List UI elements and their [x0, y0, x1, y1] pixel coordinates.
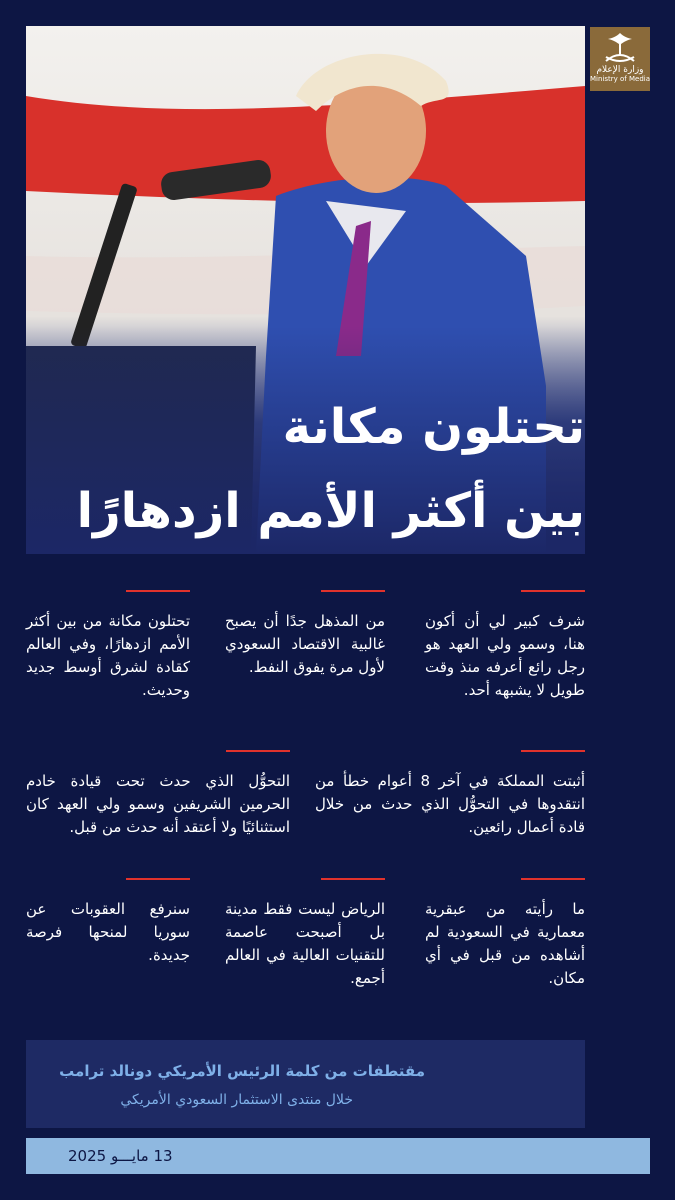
source-subtitle: خلال منتدى الاستثمار السعودي الأمريكي	[120, 1092, 353, 1108]
quote-red-rule	[226, 750, 290, 752]
brand-name-arabic: وزارة الإعلام	[596, 65, 644, 75]
brand-name-english: Ministry of Media	[590, 75, 650, 83]
quote-block	[425, 590, 585, 702]
quote-red-rule	[126, 878, 190, 880]
quote-block	[26, 878, 190, 967]
source-title: مقتطفات من كلمة الرئيس الأمريكي دونالد ترامب	[59, 1062, 425, 1080]
quote-red-rule	[521, 878, 585, 880]
quote-red-rule	[521, 750, 585, 752]
headline-line-2: بين أكثر الأمم ازدهارًا	[76, 483, 585, 539]
quote-text: التحوُّل الذي حدث تحت قيادة خادم الحرمين الشريفين وسمو ولي العهد كان استثنائيًا ولا أعتقد أنه حدث من قبل.	[26, 772, 290, 836]
quote-text: تحتلون مكانة من بين أكثر الأمم ازدهارًا، وفي العالم كقادة لشرق أوسط جديد وحديث.	[26, 612, 190, 699]
quote-block	[26, 750, 290, 839]
headline-line-1: تحتلون مكانة	[282, 399, 585, 455]
ministry-logo	[590, 27, 650, 91]
palm-swords-emblem-icon	[600, 31, 640, 65]
quote-block	[225, 590, 385, 679]
quote-text: ما رأيته من عبقرية معمارية في السعودية لم أشاهده من قبل في أي مكان.	[425, 900, 585, 987]
quote-text: شرف كبير لي أن أكون هنا، وسمو ولي العهد هو رجل رائع أعرفه منذ وقت طويل لا يشبهه أحد.	[425, 612, 585, 699]
quote-text: أثبتت المملكة في آخر 8 أعوام خطأ من انتقدوها في التحوُّل الذي حدث من خلال قادة أعمال رائعين.	[315, 772, 585, 836]
quote-text: من المذهل جدًا أن يصبح غالبية الاقتصاد السعودي لأول مرة يفوق النفط.	[225, 612, 385, 676]
quote-red-rule	[321, 590, 385, 592]
quote-block	[26, 590, 190, 702]
quote-text: سنرفع العقوبات عن سوريا لمنحها فرصة جديدة.	[26, 900, 190, 964]
quote-red-rule	[126, 590, 190, 592]
quote-block	[425, 878, 585, 990]
date-bar	[26, 1138, 650, 1174]
quote-block	[315, 750, 585, 839]
source-footer	[26, 1040, 585, 1128]
quote-block	[225, 878, 385, 990]
date-label: 13 مايـــو 2025	[68, 1147, 173, 1165]
headline	[65, 385, 585, 553]
quote-red-rule	[321, 878, 385, 880]
quote-red-rule	[521, 590, 585, 592]
quote-text: الرياض ليست فقط مدينة بل أصبحت عاصمة للتقنيات العالية في العالم أجمع.	[225, 900, 385, 987]
